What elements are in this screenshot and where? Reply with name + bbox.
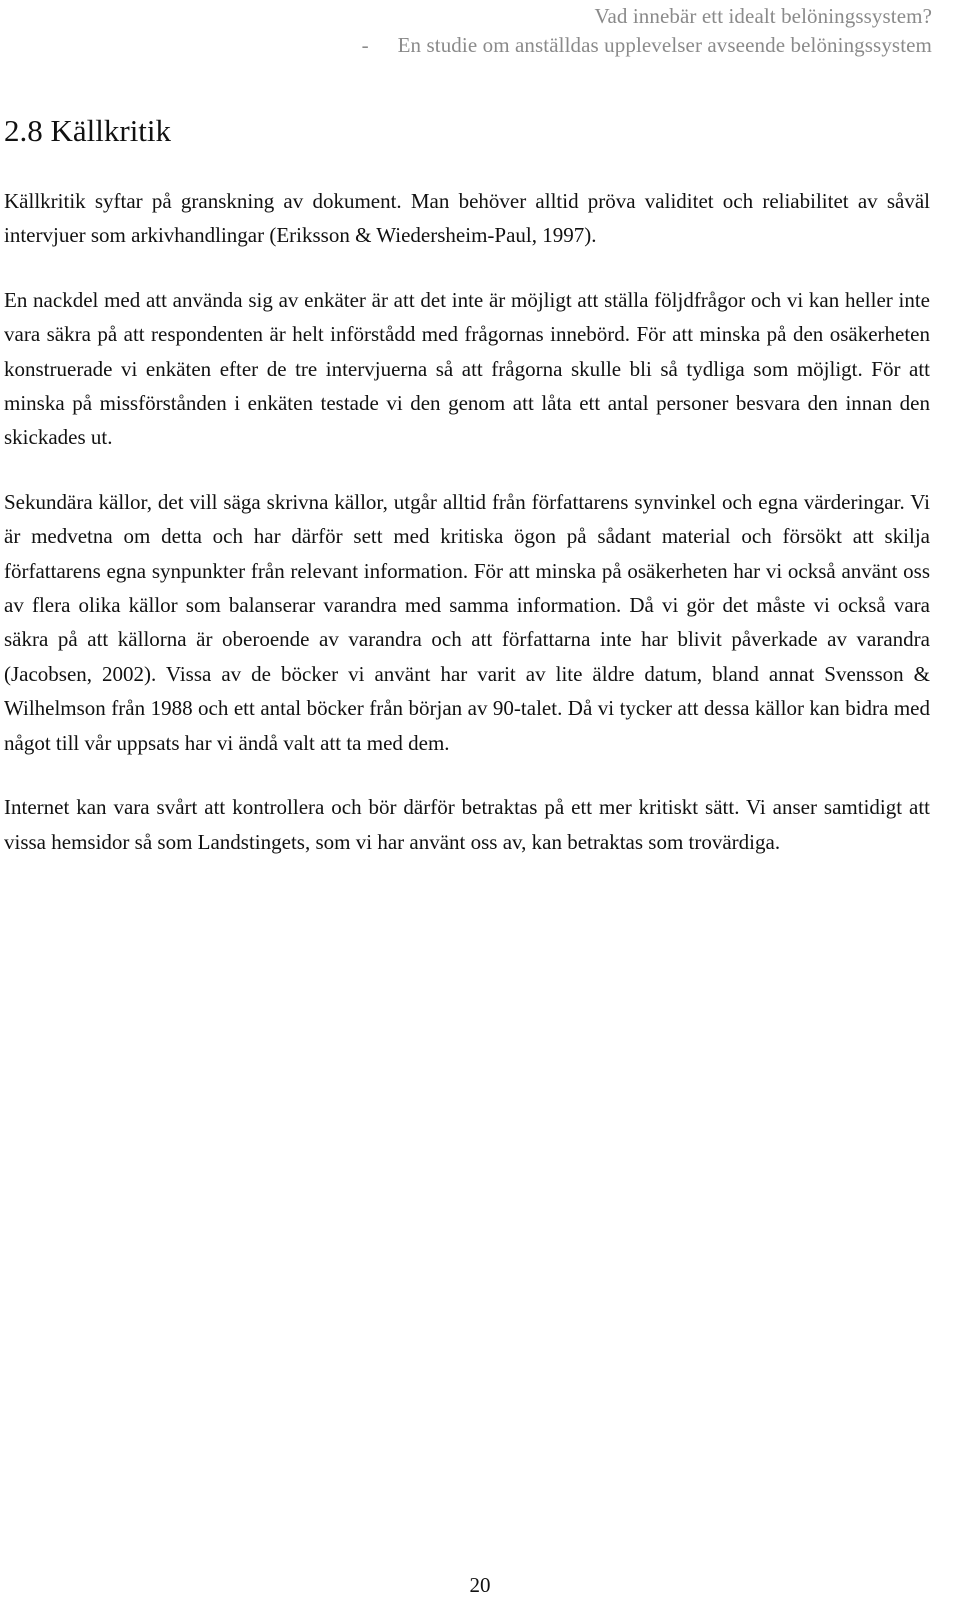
section-body xyxy=(4,184,930,889)
running-header xyxy=(362,2,932,60)
paragraph-3: Sekundära källor, det vill säga skrivna källor, utgår alltid från författarens synvinkel och egna värderingar. Vi är medvetna om detta och har därför sett med kritiska ögon på sådant material och försökt att skilja författarens egna synpunkter från relevant information. För att minska på osäkerheten har vi också använt oss av flera olika källor som balanserar varandra med samma information. Då vi gör det måste vi också vara säkra på att källorna är oberoende av varandra och att författarna inte har blivit påverkade av varandra (Jacobsen, 2002). Vissa av de böcker vi använt har varit av lite äldre datum, bland annat Svensson & Wilhelmson från 1988 och ett antal böcker från början av 90-talet. Då vi tycker att dessa källor kan bidra med något till vår uppsats har vi ändå valt att ta med dem. xyxy=(4,489,930,755)
running-header-title: Vad innebär ett idealt belöningssystem? xyxy=(594,4,932,28)
running-header-subtitle: En studie om anställdas upplevelser avseende belöningssystem xyxy=(397,33,932,57)
section-heading: 2.8 Källkritik xyxy=(4,113,172,148)
page-number: 20 xyxy=(469,1573,491,1597)
paragraph-4: Internet kan vara svårt att kontrollera och bör därför betraktas på ett mer kritiskt sätt. Vi anser samtidigt att vissa hemsidor så som Landstingets, som vi har använt oss av, kan betraktas som trovärdiga. xyxy=(4,795,930,854)
paragraph-1: Källkritik syftar på granskning av dokument. Man behöver alltid pröva validitet och reliabilitet av såväl intervjuer som arkivhandlingar (Eriksson & Wiedersheim-Paul, 1997). xyxy=(4,189,930,248)
paragraph-2: En nackdel med att använda sig av enkäter är att det inte är möjligt att ställa följdfrågor och vi kan heller inte vara säkra på att respondenten är helt införstådd med frågornas innebörd. För att minska på den osäkerheten konstruerade vi enkäten efter de tre intervjuerna så att frågorna skulle bli så tydliga som möjligt. För att minska på missförstånden i enkäten testade vi den genom att låta ett antal personer besvara den innan den skickades ut. xyxy=(4,287,930,450)
running-header-dash: - xyxy=(361,33,369,57)
running-header-subtitle-line xyxy=(362,31,932,60)
